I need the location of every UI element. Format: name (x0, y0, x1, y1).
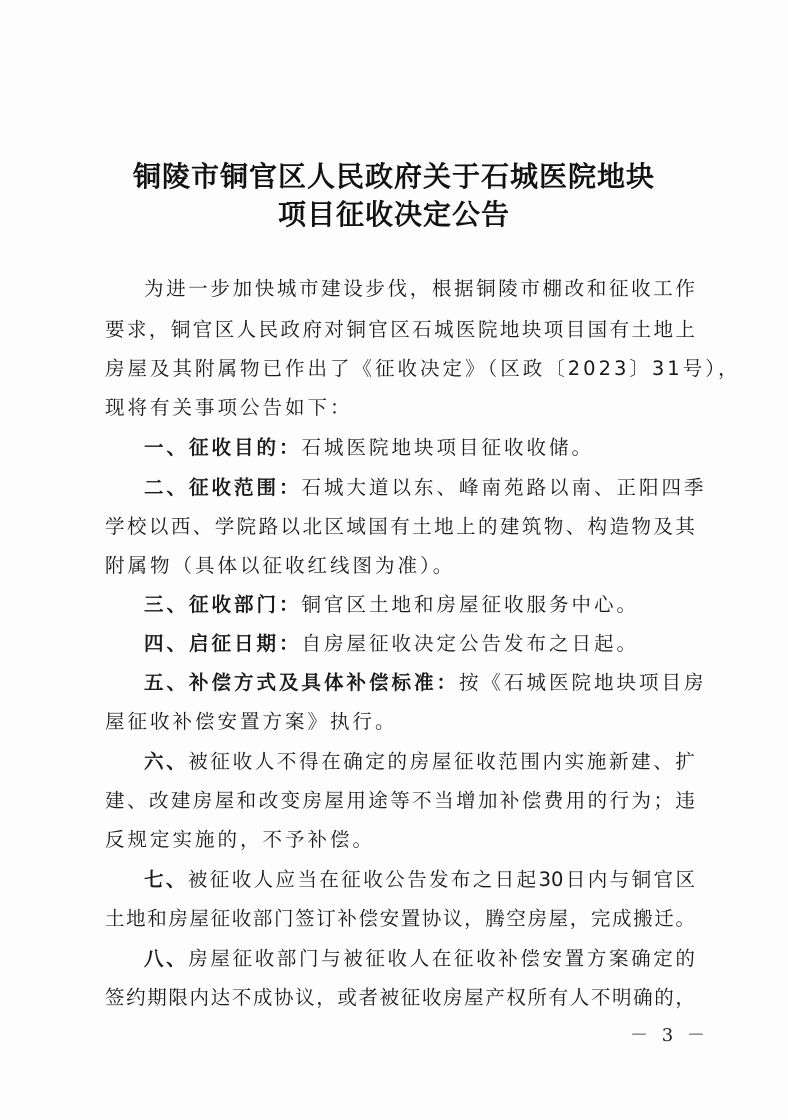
text-char: ， (569, 907, 590, 930)
text-char: 部 (252, 907, 273, 930)
text-char: 公 (385, 868, 405, 891)
text-char: 地 (499, 318, 520, 341)
text-char: 步 (210, 277, 230, 300)
text-char: 人 (569, 986, 590, 1009)
text-char: 。 (675, 907, 695, 930)
text-char: 范 (498, 750, 518, 773)
text-char: 征 (365, 947, 385, 970)
text-char: 收 (254, 947, 275, 970)
text-char: 应 (275, 868, 296, 891)
text-char: 布 (450, 868, 471, 891)
item-4-label: 四、启征日期： (144, 632, 302, 655)
text-char: 确 (631, 947, 651, 970)
text-char: 学 (214, 515, 235, 538)
text-char: 用 (565, 789, 586, 812)
text-char: 征 (341, 868, 361, 891)
text-char: 不 (276, 750, 297, 773)
text-char: 以 (148, 515, 169, 538)
text-char: 门 (274, 907, 294, 930)
text-char: 被 (379, 986, 400, 1009)
text-char: 和 (236, 789, 257, 812)
text-char: 不 (231, 986, 252, 1009)
text-char: 成 (252, 986, 273, 1009)
text-char: 部 (276, 947, 297, 970)
text-char: 新 (608, 750, 629, 773)
text-char: 房 (443, 986, 463, 1009)
text-char: 医 (456, 318, 476, 341)
text-char: ， (148, 318, 169, 341)
text-char: 改 (258, 789, 279, 812)
text-char: 征 (210, 907, 231, 930)
text-char: 国 (587, 318, 608, 341)
text-char: 项 (543, 318, 564, 341)
text-char: 建 (499, 515, 520, 538)
item-6-cont-2: 反规定实施的，不予补偿。 (105, 828, 376, 851)
text-char: 房 (188, 947, 208, 970)
text-char: 屋 (431, 750, 452, 773)
text-char: 建 (321, 277, 341, 300)
text-char: 快 (254, 277, 275, 300)
item-8-cont-1 (105, 985, 695, 1011)
text-char: 协 (274, 986, 294, 1009)
text-char: 铜 (170, 318, 191, 341)
text-char: 施 (586, 750, 607, 773)
item-8 (144, 946, 695, 972)
text-char: 在 (321, 750, 341, 773)
text-char: 房 (409, 750, 430, 773)
text-char: 等 (390, 789, 410, 812)
item-3 (144, 592, 695, 618)
text-char: 西 (170, 515, 191, 538)
text-char: 城 (276, 277, 297, 300)
item-5-cont-1: 屋征收补偿安置方案》执行。 (105, 710, 398, 733)
text-char: 造 (609, 515, 630, 538)
intro-line-2 (105, 317, 695, 343)
text-char: 收 (231, 907, 252, 930)
text-char: 筑 (521, 515, 542, 538)
text-char: 房 (168, 907, 188, 930)
text-char: 之 (472, 868, 493, 891)
text-char: 建 (631, 750, 651, 773)
label-char: 六 (144, 750, 164, 773)
text-char: 者 (358, 986, 379, 1009)
text-char: 要 (105, 318, 125, 341)
intro-line-1 (144, 276, 695, 302)
text-char: 土 (631, 318, 652, 341)
text-char: 征 (400, 986, 421, 1009)
text-char: 围 (520, 750, 540, 773)
text-char: ， (409, 277, 430, 300)
title-line-2: 项目征收决定公告 (277, 198, 510, 231)
text-char: 行 (609, 789, 630, 812)
text-char: 收 (631, 277, 651, 300)
text-char: 不 (590, 986, 611, 1009)
text-char: 当 (297, 868, 317, 891)
text-char: 发 (428, 868, 449, 891)
text-char: 铜 (476, 277, 496, 300)
item-2-text: 石城大道以东、峰南苑路以南、正阳四季 (301, 476, 707, 499)
item-3-text: 铜官区土地和房屋征收服务中心。 (301, 593, 640, 616)
text-char: 收 (363, 868, 383, 891)
text-char: 告 (407, 868, 427, 891)
text-char: 不 (412, 789, 432, 812)
text-char: 实 (564, 750, 585, 773)
text-char: 搬 (633, 907, 653, 930)
text-char: 被 (187, 868, 208, 891)
text-char: 国 (368, 515, 388, 538)
text-char: 确 (343, 750, 363, 773)
text-char: 区 (390, 318, 410, 341)
text-char: 或 (337, 986, 357, 1009)
text-char: 区 (675, 868, 695, 891)
text-char: 建 (105, 789, 125, 812)
text-char: 区 (324, 515, 344, 538)
text-char: 官 (368, 318, 388, 341)
text-char: 有 (609, 318, 630, 341)
item-1-label: 一、征收目的： (144, 436, 302, 459)
text-char: 块 (521, 318, 542, 341)
text-char: 官 (653, 868, 674, 891)
text-char: 补 (498, 947, 518, 970)
item-2-cont-1 (105, 514, 695, 540)
intro-line-4: 现将有关事项公告如下： (105, 396, 353, 419)
text-char: 根 (431, 277, 452, 300)
text-char: 其 (675, 515, 695, 538)
text-char: 征 (453, 947, 474, 970)
text-char: 收 (476, 750, 496, 773)
text-char: 区 (214, 318, 235, 341)
text-char: 偿 (358, 907, 379, 930)
item-6 (144, 749, 695, 775)
text-char: 的 (654, 986, 674, 1009)
text-char: 院 (236, 515, 257, 538)
label-char: 、 (165, 868, 186, 891)
text-char: 房 (527, 907, 548, 930)
text-char: 确 (633, 986, 653, 1009)
text-char: 土 (105, 907, 125, 930)
text-char: 官 (192, 318, 213, 341)
text-char: 政 (280, 318, 301, 341)
text-char: 物 (543, 515, 564, 538)
text-char: 房 (192, 789, 213, 812)
text-char: ， (464, 907, 484, 930)
text-char: 求 (126, 318, 147, 341)
text-char: 、 (565, 515, 586, 538)
text-char: 步 (365, 277, 385, 300)
text-char: 在 (319, 868, 339, 891)
text-char: 征 (232, 947, 253, 970)
text-char: 违 (675, 789, 695, 812)
text-char: 铜 (631, 868, 652, 891)
text-char: 设 (343, 277, 363, 300)
text-char: 域 (346, 515, 366, 538)
text-char: 地 (126, 907, 146, 930)
text-char: 人 (253, 868, 274, 891)
text-char: 工 (653, 277, 673, 300)
text-char: 征 (210, 750, 230, 773)
text-char: 方 (586, 947, 607, 970)
text-char: 据 (453, 277, 474, 300)
label-char: 七 (144, 868, 164, 891)
text-char: 上 (675, 318, 695, 341)
text-char: 房 (302, 789, 322, 812)
text-char: 屋 (210, 947, 230, 970)
item-2-cont-2: 附属物（具体以征收红线图为准）。 (105, 554, 456, 577)
text-char: 目 (565, 318, 586, 341)
text-char: 路 (258, 515, 279, 538)
text-char: 人 (409, 947, 430, 970)
text-char: 增 (456, 789, 476, 812)
text-char: 产 (485, 986, 505, 1009)
text-char: 签 (105, 986, 125, 1009)
item-1 (144, 435, 695, 461)
text-char: 院 (477, 318, 498, 341)
text-char: 收 (387, 947, 408, 970)
text-char: 为 (631, 789, 652, 812)
text-char: 及 (653, 515, 673, 538)
text-char: 物 (631, 515, 652, 538)
text-char: 、 (192, 515, 213, 538)
text-char: 改 (148, 789, 169, 812)
text-char: 限 (168, 986, 188, 1009)
label-char: 八 (144, 947, 164, 970)
text-char: 陵 (498, 277, 518, 300)
text-char: 议 (295, 986, 315, 1009)
item-5 (144, 670, 707, 696)
text-char: 市 (520, 277, 540, 300)
text-char: 收 (231, 868, 252, 891)
text-char: 和 (586, 277, 607, 300)
text-char: 有 (390, 515, 410, 538)
item-4-text: 自房屋征收决定公告发布之日起。 (301, 632, 640, 655)
text-char: 屋 (548, 907, 569, 930)
item-2-label: 二、征收范围： (144, 476, 302, 499)
text-char: 铜 (346, 318, 366, 341)
text-char: 收 (232, 750, 253, 773)
text-char: 一 (188, 277, 208, 300)
text-char: 城 (434, 318, 454, 341)
text-char: 与 (609, 868, 630, 891)
text-char: 门 (298, 947, 319, 970)
item-3-label: 三、征收部门： (144, 593, 302, 616)
text-char: 伐 (387, 277, 408, 300)
text-char: 明 (612, 986, 632, 1009)
text-char: 棚 (542, 277, 563, 300)
text-char: 府 (302, 318, 322, 341)
text-char: 校 (126, 515, 147, 538)
text-char: 定 (365, 750, 385, 773)
text-char: 议 (443, 907, 463, 930)
text-char: 人 (254, 750, 275, 773)
text-char: 达 (210, 986, 231, 1009)
intro-line-3: 房屋及其附属物已作出了《征收决定》（区政〔2023〕31号）， (105, 357, 741, 380)
text-char: 和 (147, 907, 167, 930)
text-char: 北 (302, 515, 322, 538)
text-char: 扩 (675, 750, 695, 773)
text-char: 人 (236, 318, 257, 341)
text-char: 加 (477, 789, 498, 812)
text-char: 的 (587, 789, 608, 812)
text-char: 偿 (520, 947, 540, 970)
item-4 (144, 631, 695, 657)
text-char: 完 (590, 907, 611, 930)
text-char: 在 (431, 947, 452, 970)
text-char: 征 (209, 868, 230, 891)
text-char: 置 (400, 907, 421, 930)
label-char: 、 (166, 750, 186, 773)
item-1-text: 石城医院地块项目征收收储。 (301, 436, 595, 459)
text-char: 成 (612, 907, 632, 930)
text-char: 空 (506, 907, 526, 930)
text-char: 、 (653, 750, 673, 773)
text-char: 的 (675, 947, 695, 970)
text-char: 起 (516, 868, 537, 891)
text-char: 安 (542, 947, 563, 970)
text-char: 用 (346, 789, 366, 812)
text-char: 所 (527, 986, 548, 1009)
text-char: 地 (434, 515, 454, 538)
text-char: 期 (147, 986, 167, 1009)
item-5-text: 按《石城医院地块项目房 (459, 671, 707, 694)
text-char: 30 (538, 868, 564, 891)
text-char: 日 (494, 868, 515, 891)
text-char: 加 (232, 277, 253, 300)
page-number: － 3 － (630, 1025, 709, 1046)
text-char: 屋 (464, 986, 484, 1009)
title-line-1: 铜陵市铜官区人民政府关于石城医院地块 (132, 160, 655, 193)
text-char: 权 (506, 986, 526, 1009)
text-char: 市 (298, 277, 319, 300)
text-char: 途 (368, 789, 388, 812)
text-char: 约 (126, 986, 146, 1009)
text-char: 土 (412, 515, 432, 538)
text-char: 得 (298, 750, 319, 773)
text-char: 变 (280, 789, 301, 812)
text-char: 收 (476, 947, 496, 970)
text-char: 民 (258, 318, 279, 341)
text-char: 收 (421, 986, 442, 1009)
text-char: 进 (166, 277, 186, 300)
text-char: 上 (456, 515, 476, 538)
text-char: 补 (337, 907, 357, 930)
text-char: 为 (144, 277, 164, 300)
text-char: 以 (280, 515, 301, 538)
text-char: 征 (453, 750, 474, 773)
text-char: 屋 (214, 789, 235, 812)
text-char: 腾 (485, 907, 505, 930)
text-char: 安 (379, 907, 400, 930)
text-char: 置 (564, 947, 585, 970)
text-char: ， (675, 986, 695, 1009)
text-char: 案 (608, 947, 629, 970)
text-char: 与 (321, 947, 341, 970)
text-char: 作 (675, 277, 695, 300)
text-char: 定 (653, 947, 673, 970)
text-char: ， (316, 986, 336, 1009)
text-char: 有 (548, 986, 569, 1009)
item-5-label: 五、补偿方式及具体补偿标准： (144, 671, 460, 694)
text-char: 补 (499, 789, 520, 812)
text-char: 改 (564, 277, 585, 300)
text-char: ； (653, 789, 673, 812)
text-char: 建 (170, 789, 191, 812)
text-char: 学 (105, 515, 125, 538)
text-char: 屋 (189, 907, 210, 930)
text-char: 签 (295, 907, 315, 930)
text-char: 、 (126, 789, 147, 812)
text-char: 的 (477, 515, 498, 538)
item-6-cont-1 (105, 788, 695, 814)
text-char: 石 (412, 318, 432, 341)
text-char: 的 (387, 750, 408, 773)
text-char: 偿 (521, 789, 542, 812)
text-char: 地 (653, 318, 673, 341)
item-7 (144, 867, 695, 893)
text-char: 被 (343, 947, 363, 970)
text-char: 订 (316, 907, 336, 930)
text-char: 当 (434, 789, 454, 812)
text-char: 内 (587, 868, 608, 891)
item-2 (144, 475, 707, 501)
text-char: 费 (543, 789, 564, 812)
text-char: 内 (189, 986, 210, 1009)
text-char: 内 (542, 750, 563, 773)
label-char: 、 (166, 947, 186, 970)
text-char: 屋 (324, 789, 344, 812)
text-char: 被 (188, 750, 208, 773)
text-char: 日 (565, 868, 586, 891)
item-7-cont-1 (105, 906, 695, 932)
text-char: 对 (324, 318, 344, 341)
text-char: 构 (587, 515, 608, 538)
text-char: 征 (608, 277, 629, 300)
text-char: 迁 (654, 907, 674, 930)
text-char: 协 (421, 907, 442, 930)
